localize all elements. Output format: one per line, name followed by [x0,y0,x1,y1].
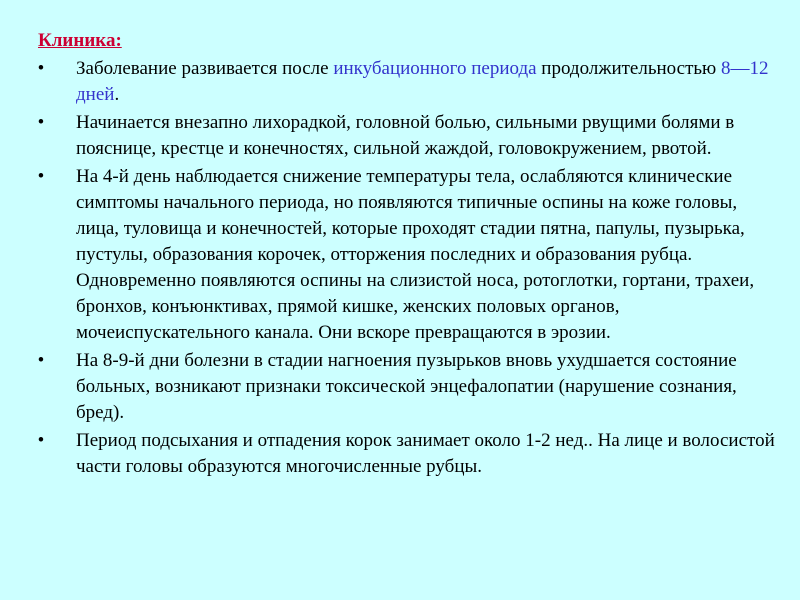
bullet-icon: • [37,166,45,187]
list-item [38,348,778,426]
slide-content [38,28,778,482]
item-highlight: инкубационного периода [333,58,537,79]
item-text: На 8-9-й дни болезни в стадии нагноения пузырьков вновь ухудшается состояние больных, возникают признаки токсической энцефалопатии (нарушение сознания, бред). [76,350,737,423]
bullet-list [38,56,778,480]
bullet-icon: • [37,430,45,451]
slide-title: Клиника: [38,30,122,51]
item-text: На 4-й день наблюдается снижение температуры тела, ослабляются клинические симптомы начального периода, но появляются типичные оспины на коже головы, лица, туловища и конечностей, которые проходят стадии пятна, папулы, пузырька, пустулы, образования корочек, отторжения последних и образования рубца. Одновременно появляются оспины на слизистой носа, ротоглотки, гортани, трахеи, бронхов, конъюнктивах, прямой кишке, женских половых органов, мочеиспускательного канала. Они вскоре превращаются в эрозии. [76,166,755,343]
item-text: продолжительностью [536,58,721,79]
item-text: Период подсыхания и отпадения корок занимает около 1-2 нед.. На лице и волосистой части головы образуются многочисленные рубцы. [76,430,775,477]
list-item [38,56,778,108]
list-item [38,110,778,162]
bullet-icon: • [37,350,45,371]
item-text: . [114,84,120,105]
bullet-icon: • [37,58,45,79]
list-item [38,428,778,480]
item-text: Начинается внезапно лихорадкой, головной болью, сильными рвущими болями в пояснице, крестце и конечностях, сильной жаждой, головокружением, рвотой. [76,112,735,159]
bullet-icon: • [37,112,45,133]
item-text: Заболевание развивается после [76,58,334,79]
item-highlight: 8—12 дней [76,58,769,105]
list-item [38,164,778,346]
